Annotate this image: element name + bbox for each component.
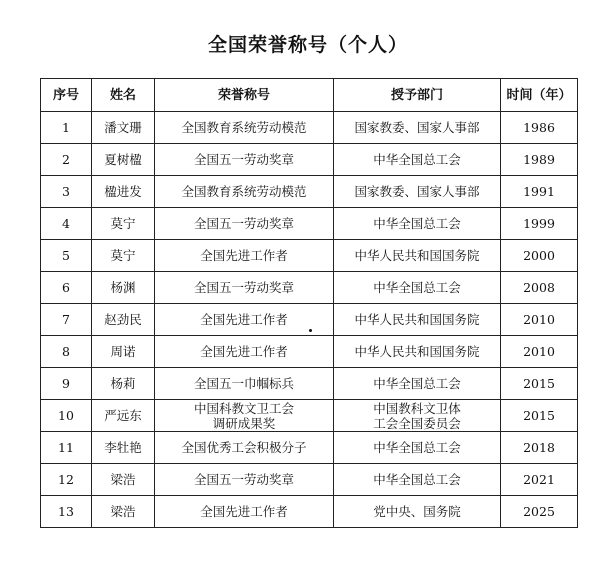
cell-awarding-department: 中华全国总工会	[334, 464, 501, 496]
cell-name: 严远东	[92, 400, 155, 432]
table-row	[41, 336, 578, 368]
page-title: 全国荣誉称号（个人）	[207, 34, 408, 56]
cell-honor-title: 全国优秀工会积极分子	[155, 432, 334, 464]
cell-name: 潘文珊	[92, 112, 155, 144]
cell-awarding-department: 党中央、国务院	[334, 496, 501, 528]
table-row	[41, 208, 578, 240]
cell-year: 1991	[501, 176, 578, 208]
cell-serial-number: 9	[41, 368, 92, 400]
cell-serial-number: 8	[41, 336, 92, 368]
cell-year: 2021	[501, 464, 578, 496]
cell-name: 周诺	[92, 336, 155, 368]
cell-awarding-department: 中华人民共和国国务院	[334, 336, 501, 368]
cell-serial-number: 5	[41, 240, 92, 272]
cell-name: 莫宁	[92, 240, 155, 272]
table-row	[41, 112, 578, 144]
header-year: 时间（年）	[501, 79, 578, 112]
cell-name: 杨渊	[92, 272, 155, 304]
cell-serial-number: 6	[41, 272, 92, 304]
table-row	[41, 144, 578, 176]
cell-honor-title: 全国五一劳动奖章	[155, 208, 334, 240]
cell-serial-number: 7	[41, 304, 92, 336]
table-row	[41, 464, 578, 496]
cell-awarding-department: 中华全国总工会	[334, 432, 501, 464]
header-honor-title: 荣誉称号	[155, 79, 334, 112]
cell-awarding-department: 中华全国总工会	[334, 208, 501, 240]
cell-serial-number: 3	[41, 176, 92, 208]
cell-year: 1986	[501, 112, 578, 144]
cell-year: 2015	[501, 400, 578, 432]
cell-honor-title: 全国先进工作者	[155, 496, 334, 528]
cell-name: 赵劲民	[92, 304, 155, 336]
table-row	[41, 496, 578, 528]
cell-serial-number: 1	[41, 112, 92, 144]
header-serial-number: 序号	[41, 79, 92, 112]
cell-honor-title: 全国五一劳动奖章	[155, 144, 334, 176]
cell-honor-title: 全国先进工作者	[155, 336, 334, 368]
cell-awarding-department: 中华全国总工会	[334, 368, 501, 400]
header-name: 姓名	[92, 79, 155, 112]
table-row	[41, 176, 578, 208]
cell-serial-number: 11	[41, 432, 92, 464]
cell-year: 2018	[501, 432, 578, 464]
cell-serial-number: 2	[41, 144, 92, 176]
cell-year: 2000	[501, 240, 578, 272]
cell-year: 1989	[501, 144, 578, 176]
cell-name: 杨莉	[92, 368, 155, 400]
table-row	[41, 400, 578, 432]
cell-honor-title: 全国先进工作者	[155, 240, 334, 272]
cell-awarding-department: 中国教科文卫体 工会全国委员会	[334, 400, 501, 432]
cell-serial-number: 13	[41, 496, 92, 528]
cell-name: 李牡艳	[92, 432, 155, 464]
honors-table	[40, 78, 578, 528]
cell-name: 梁浩	[92, 464, 155, 496]
cell-year: 2025	[501, 496, 578, 528]
cell-honor-title: 全国五一巾帼标兵	[155, 368, 334, 400]
cell-honor-title: 全国教育系统劳动模范	[155, 112, 334, 144]
cell-honor-title: 全国五一劳动奖章	[155, 272, 334, 304]
cell-honor-title: 全国教育系统劳动模范	[155, 176, 334, 208]
cell-awarding-department: 中华全国总工会	[334, 272, 501, 304]
cell-awarding-department: 国家教委、国家人事部	[334, 176, 501, 208]
cell-year: 2008	[501, 272, 578, 304]
table-row	[41, 240, 578, 272]
cell-honor-title: 中国科教文卫工会 调研成果奖	[155, 400, 334, 432]
cell-year: 1999	[501, 208, 578, 240]
cell-serial-number: 12	[41, 464, 92, 496]
cell-name: 楹进发	[92, 176, 155, 208]
cell-honor-title: 全国先进工作者	[155, 304, 334, 336]
cell-awarding-department: 中华人民共和国国务院	[334, 240, 501, 272]
table-header-row	[41, 79, 578, 112]
cell-awarding-department: 国家教委、国家人事部	[334, 112, 501, 144]
cell-awarding-department: 中华全国总工会	[334, 144, 501, 176]
cell-name: 莫宁	[92, 208, 155, 240]
cell-name: 梁浩	[92, 496, 155, 528]
cell-serial-number: 10	[41, 400, 92, 432]
cell-honor-title: 全国五一劳动奖章	[155, 464, 334, 496]
header-awarding-department: 授予部门	[334, 79, 501, 112]
table-row	[41, 432, 578, 464]
cell-awarding-department: 中华人民共和国国务院	[334, 304, 501, 336]
cell-name: 夏树楹	[92, 144, 155, 176]
cell-year: 2010	[501, 304, 578, 336]
cell-serial-number: 4	[41, 208, 92, 240]
table-row	[41, 272, 578, 304]
stray-dot	[309, 329, 312, 332]
cell-year: 2015	[501, 368, 578, 400]
table-row	[41, 368, 578, 400]
cell-year: 2010	[501, 336, 578, 368]
